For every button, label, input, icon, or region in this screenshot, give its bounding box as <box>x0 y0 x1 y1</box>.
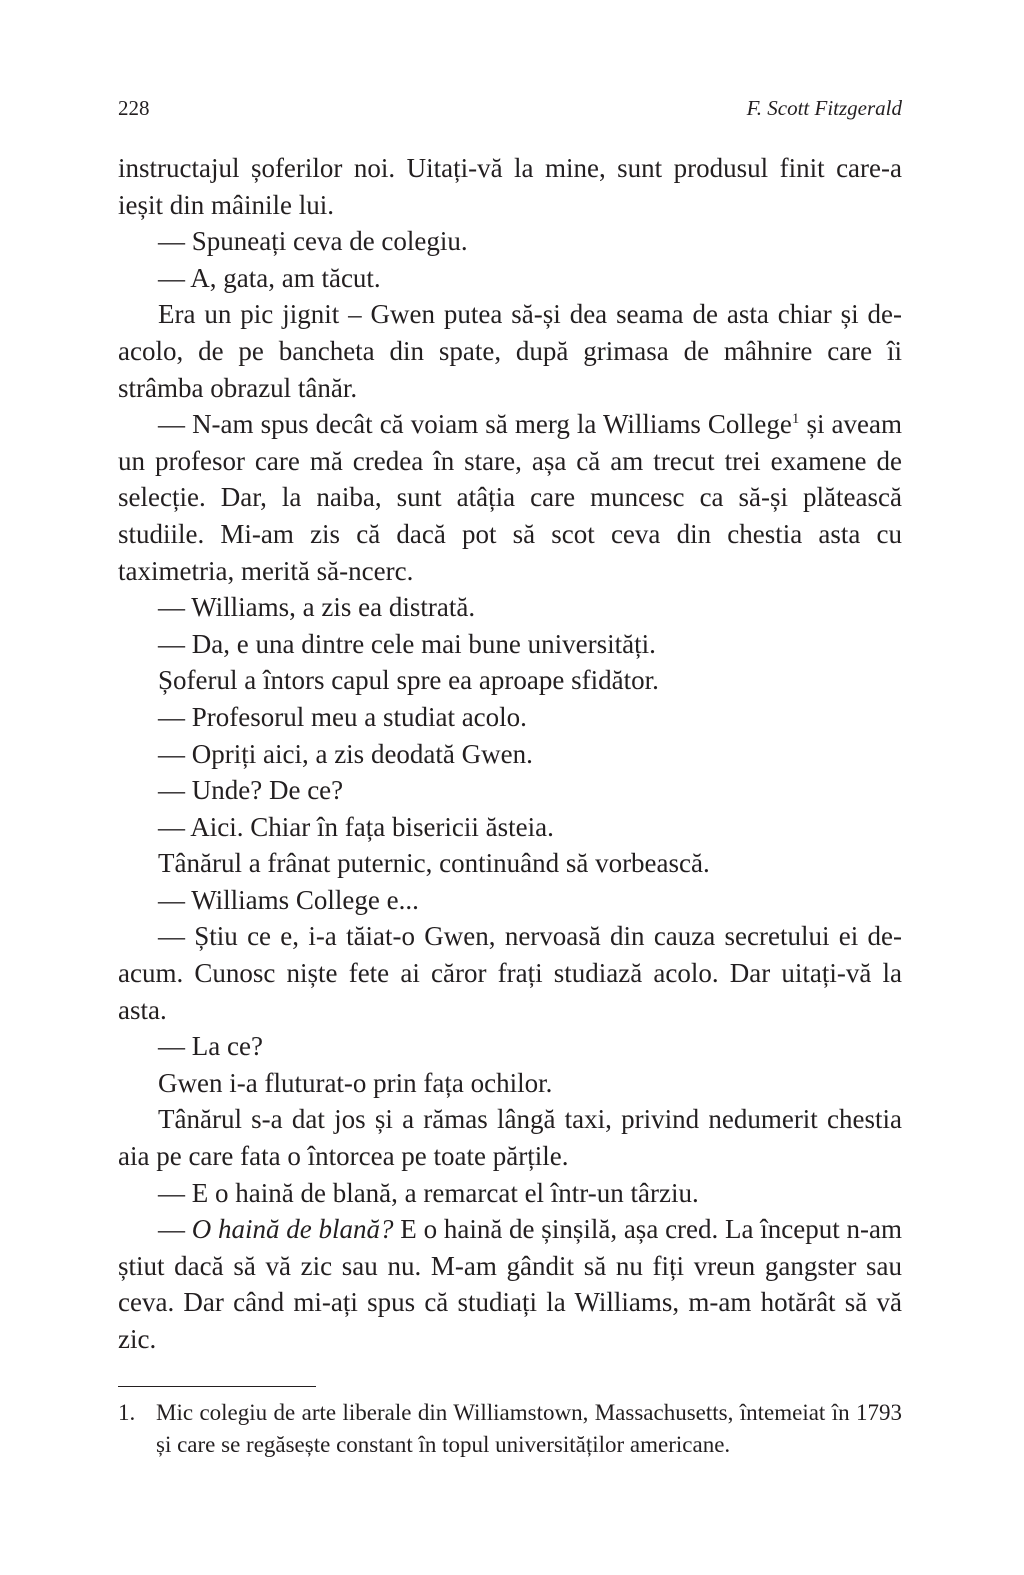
dialogue-text: E o haină de șinșilă, așa cred. La început n-am știut dacă să vă zic sau nu. M-am gândit să nu fiți vreun gangster sau ceva. Dar când mi-ați spus că studiați la Williams, m-am hotărât să vă zic. <box>118 1214 902 1354</box>
paragraph: instructajul șoferilor noi. Uitați-vă la mine, sunt produsul finit care-a ieșit din mâinile lui. <box>118 153 902 220</box>
footnote-number: 1. <box>118 1400 136 1425</box>
paragraph: Tânărul s-a dat jos și a rămas lângă taxi, privind nedumerit chestia aia pe care fata o întorcea pe toate părțile. <box>118 1104 902 1172</box>
dialogue-line: — Știu ce e, i-a tăiat-o Gwen, nervoasă din cauza secretului ei de-acum. Cunosc niște fete ai căror frați studiază acolo. Dar uitați-vă la asta. <box>118 921 902 1025</box>
page-number: 228 <box>118 96 150 120</box>
dialogue-line: — Unde? De ce? <box>158 775 344 806</box>
dialogue-line: — Profesorul meu a studiat acolo. <box>158 701 527 732</box>
dialogue-line-with-footnote <box>118 406 902 589</box>
dialogue-line: — La ce? <box>158 1031 263 1062</box>
dialogue-dash: — <box>158 1214 192 1245</box>
dialogue-line: — Williams, a zis ea distrată. <box>158 592 476 623</box>
dialogue-text: — N-am spus decât că voiam să merg la Williams College <box>158 409 792 440</box>
footnote <box>118 1397 902 1461</box>
page-header <box>118 96 902 128</box>
footnote-text: Mic colegiu de arte liberale din Williamstown, Massachusetts, întemeiat în 1793 și care se regăsește constant în topul universităților americane. <box>156 1400 902 1457</box>
footnote-reference[interactable]: 1 <box>791 411 800 428</box>
dialogue-line: — Da, e una dintre cele mai bune universități. <box>158 628 656 659</box>
footnote-separator <box>118 1386 316 1387</box>
paragraph: Șoferul a întors capul spre ea aproape sfidător. <box>158 665 659 696</box>
dialogue-line: — E o haină de blană, a remarcat el într-un târziu. <box>158 1177 699 1208</box>
dialogue-line: — Spuneați ceva de colegiu. <box>158 226 468 257</box>
dialogue-line-with-italic <box>118 1211 902 1357</box>
dialogue-line: — A, gata, am tăcut. <box>158 262 381 293</box>
dialogue-text: și aveam un profesor care mă credea în stare, așa că am trecut trei examene de selecție. Dar, la naiba, sunt atâția care muncesc ca să-și plătească studiile. Mi-am zis că dacă pot să scot ceva din chestia asta cu taximetria, merită să-ncerc. <box>118 409 902 586</box>
paragraph: Era un pic jignit – Gwen putea să-și dea seama de asta chiar și de-acolo, de pe bancheta din spate, după grimasa de mâhnire care îi strâmba obrazul tânăr. <box>118 299 902 403</box>
dialogue-line: — Opriți aici, a zis deodată Gwen. <box>158 738 533 769</box>
dialogue-line: — Aici. Chiar în fața bisericii ăsteia. <box>158 811 554 842</box>
paragraph: Tânărul a frânat puternic, continuând să vorbească. <box>158 848 710 879</box>
body-text <box>118 150 902 1358</box>
dialogue-line: — Williams College e... <box>158 884 419 915</box>
paragraph: Gwen i-a fluturat-o prin fața ochilor. <box>158 1067 553 1098</box>
running-head-author: F. Scott Fitzgerald <box>746 96 902 120</box>
italic-emphasis: O haină de blană? <box>191 1214 394 1245</box>
